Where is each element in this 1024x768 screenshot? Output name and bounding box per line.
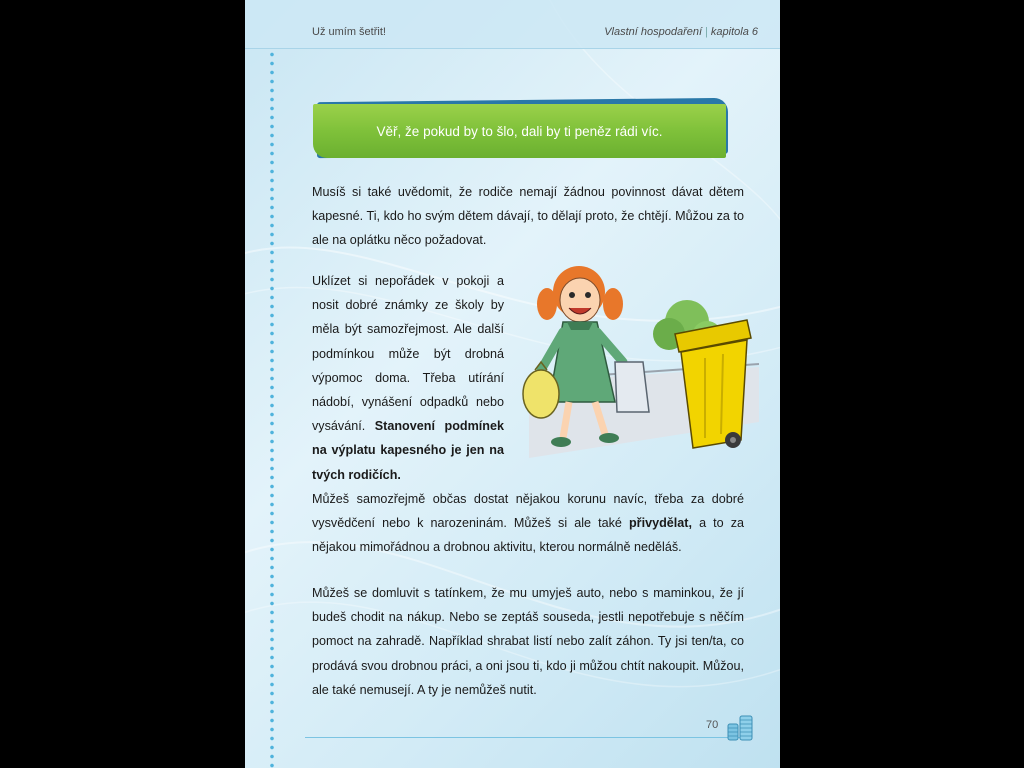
- paragraph-2-plain: Uklízet si nepořádek v pokoji a nosit dobré známky ze školy by měla být samozřejmost. Ale další podmínkou může být drobná výpomoc doma. Třeba utírání nádobí, vynášení odpadků nebo vysávání.: [312, 274, 504, 434]
- paragraph-2-text: [312, 269, 504, 487]
- page-header: [245, 0, 780, 49]
- header-chapter: kapitola 6: [710, 26, 758, 38]
- paragraph-3-after: a to za nějakou mimořádnou a drobnou aktivitu, kterou normálně neděláš.: [312, 516, 745, 555]
- header-section: Vlastní hospodaření: [604, 26, 703, 38]
- page-number: 70: [706, 719, 719, 731]
- coins-stack-icon: [726, 712, 756, 742]
- dotted-margin-decoration: [269, 50, 275, 768]
- paragraph-3-bold: přivydělat,: [628, 516, 692, 531]
- header-chapter-info: [604, 26, 758, 38]
- header-book-title: Už umím šetřit!: [312, 26, 386, 38]
- callout-text: Věř, že pokud by to šlo, dali by ti peněz rádi víc.: [313, 104, 726, 158]
- paragraph-2: [312, 269, 504, 487]
- callout-box: [313, 100, 728, 162]
- book-page: [245, 0, 780, 768]
- paragraph-3-text: [312, 487, 744, 560]
- paragraph-4-text: Můžeš se domluvit s tatínkem, že mu umyješ auto, nebo s maminkou, že jí budeš chodit na nákup. Nebo se zeptáš souseda, jestli nepotřebuje s něčím pomoct na zahradě. Například shrabat listí nebo zalít záhon. Ty jsi ten/ta, co prodává svou drobnou práci, a oni jsou ti, kdo ji můžou chtít nakoupit. Můžou, ale také nemusejí. A ty je nemůžeš nutit.: [312, 586, 744, 697]
- paragraph-3-before: Můžeš samozřejmě občas dostat nějakou korunu navíc, třeba za dobré vysvědčení nebo k narozeninám. Můžeš si ale také: [312, 492, 744, 531]
- paragraph-3: [312, 487, 744, 560]
- footer-divider: [305, 737, 745, 738]
- header-separator: |: [705, 26, 708, 38]
- paragraph-1: [312, 180, 744, 253]
- paragraph-1-text: Musíš si také uvědomit, že rodiče nemají žádnou povinnost dávat dětem kapesné. Ti, kdo ho svým dětem dávají, to dělají proto, že chtějí. Můžou za to ale na oplátku něco požadovat.: [312, 185, 744, 248]
- paragraph-2-bold: Stanovení podmínek na výplatu kapesného je jen na tvých rodičích.: [312, 419, 504, 482]
- paragraph-4: [312, 581, 744, 702]
- girl-with-trash-bin-illustration: [519, 262, 759, 458]
